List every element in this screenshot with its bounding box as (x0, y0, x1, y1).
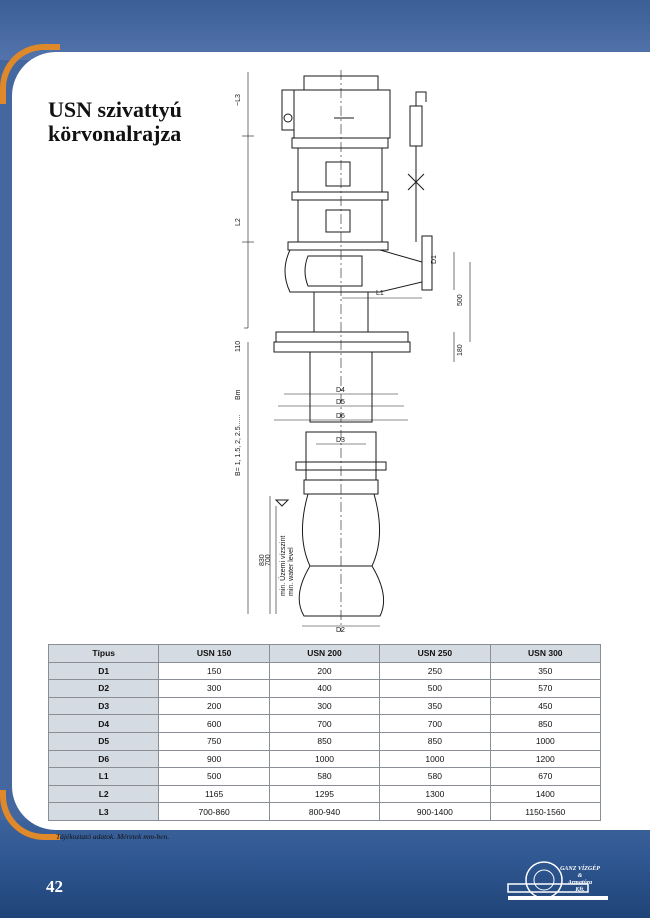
logo-line-4: Kft. (575, 887, 585, 893)
table-cell: 1000 (269, 750, 379, 768)
table-cell: 400 (269, 680, 379, 698)
label-water-hu: min. Üzemi vízszint (280, 535, 287, 596)
table-header-cell: USN 200 (269, 645, 379, 663)
table-cell: 500 (380, 680, 490, 698)
row-label: L3 (49, 803, 159, 821)
label-l3: ~L3 (235, 94, 242, 106)
head-top-flange (288, 242, 388, 250)
lantern-flange (292, 192, 388, 200)
table-cell: 700 (269, 715, 379, 733)
label-bm: Bm (235, 389, 242, 400)
floor-plate (274, 342, 410, 352)
discharge-inner (305, 256, 362, 286)
table-cell: 300 (159, 680, 269, 698)
table-header-cell: Típus (49, 645, 159, 663)
table-header-cell: USN 150 (159, 645, 269, 663)
table-row (49, 697, 601, 715)
page-number: 42 (46, 877, 63, 896)
table-cell: 200 (269, 662, 379, 680)
table-cell: 900 (159, 750, 269, 768)
motor-flange (292, 138, 388, 148)
table-cell: 1000 (380, 750, 490, 768)
row-label: D1 (49, 662, 159, 680)
pump-outline-drawing (230, 66, 480, 636)
terminal-screw (284, 114, 292, 122)
table-cell: 700 (380, 715, 490, 733)
motor-body (294, 90, 390, 138)
lantern-upper (298, 148, 382, 192)
table-cell: 350 (380, 697, 490, 715)
label-water-en: min. water level (288, 547, 295, 596)
table-note: Tájékoztató adatok. Méretek mm-ben. (56, 832, 170, 841)
title-line-2: körvonalrajza (48, 121, 182, 146)
air-valve-pipe (416, 92, 426, 106)
table-cell: 450 (490, 697, 600, 715)
terminal-box (282, 90, 294, 130)
table-cell: 670 (490, 768, 600, 786)
table-cell: 600 (159, 715, 269, 733)
table-row (49, 768, 601, 786)
table-header-cell: USN 300 (490, 645, 600, 663)
label-b-series: B= 1, 1.5, 2, 2.5...... (235, 414, 242, 476)
label-d1: D1 (431, 255, 438, 264)
table-cell: 1200 (490, 750, 600, 768)
table-header-row (49, 645, 601, 663)
row-label: D4 (49, 715, 159, 733)
table-body (49, 645, 601, 821)
table-row (49, 750, 601, 768)
label-110: 110 (235, 340, 242, 352)
table-cell: 500 (159, 768, 269, 786)
page-title (48, 98, 238, 146)
table-cell: 750 (159, 732, 269, 750)
table-cell: 580 (269, 768, 379, 786)
table-cell: 1165 (159, 785, 269, 803)
table-cell: 250 (380, 662, 490, 680)
table-cell: 900-1400 (380, 803, 490, 821)
row-label: D5 (49, 732, 159, 750)
logo-line-2: & (577, 873, 583, 879)
table-cell: 150 (159, 662, 269, 680)
label-d6: D6 (336, 413, 345, 420)
label-l2: L2 (235, 218, 242, 226)
logo-line-1: GANZ VÍZGÉP (560, 866, 600, 872)
table-cell: 1400 (490, 785, 600, 803)
label-d2: D2 (336, 627, 345, 634)
table-cell: 300 (269, 697, 379, 715)
table-row (49, 680, 601, 698)
title-line-1: USN szivattyú (48, 97, 182, 122)
label-700: 700 (265, 554, 272, 566)
table-cell: 1295 (269, 785, 379, 803)
row-label: L2 (49, 785, 159, 803)
lantern-window-2 (326, 210, 350, 232)
row-label: D2 (49, 680, 159, 698)
label-500: 500 (457, 294, 464, 306)
logo-line-3: Armatúra (567, 880, 593, 886)
table-row (49, 732, 601, 750)
table-cell: 700-860 (159, 803, 269, 821)
table-cell: 1150-1560 (490, 803, 600, 821)
row-label: D3 (49, 697, 159, 715)
label-180: 180 (457, 344, 464, 356)
table-cell: 850 (490, 715, 600, 733)
logo-text (546, 866, 614, 894)
air-valve-body (410, 106, 422, 146)
table-cell: 570 (490, 680, 600, 698)
row-label: L1 (49, 768, 159, 786)
table-cell: 350 (490, 662, 600, 680)
label-d3: D3 (336, 437, 345, 444)
table-cell: 800-940 (269, 803, 379, 821)
dimension-table (48, 644, 601, 821)
floor-flange (276, 332, 408, 342)
table-row (49, 662, 601, 680)
table-row (49, 785, 601, 803)
table-cell: 580 (380, 768, 490, 786)
pump-bowl (299, 494, 383, 616)
label-d5: D5 (336, 399, 345, 406)
table-cell: 850 (269, 732, 379, 750)
table-row (49, 803, 601, 821)
label-d4: D4 (336, 387, 345, 394)
table-cell: 850 (380, 732, 490, 750)
row-label: D6 (49, 750, 159, 768)
table-cell: 200 (159, 697, 269, 715)
label-l1: L1 (376, 290, 384, 297)
lantern-window-1 (326, 162, 350, 186)
lantern-lower (298, 200, 382, 242)
table-row (49, 715, 601, 733)
label-830: 830 (259, 554, 266, 566)
table-cell: 1300 (380, 785, 490, 803)
table-cell: 1000 (490, 732, 600, 750)
table-header-cell: USN 250 (380, 645, 490, 663)
water-level-mark (276, 500, 288, 506)
